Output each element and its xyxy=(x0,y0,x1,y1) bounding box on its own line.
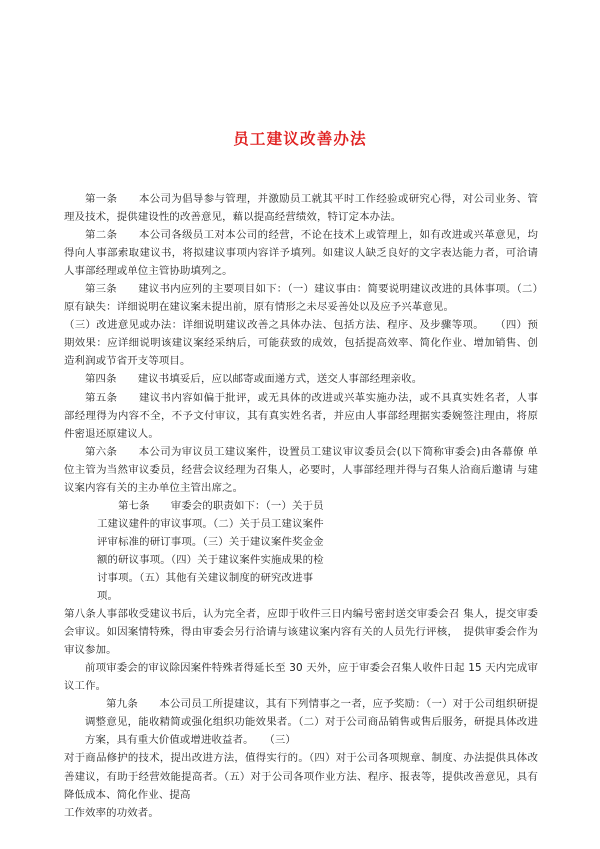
paragraph-article-8-second: 前项审委会的审议除因案件特殊者得延长至 30 天外，应于审委会召集人收件日起 15 天内完成审议工作。 xyxy=(64,662,538,693)
paragraph-article-5: 第五条 建议书内容如偏于批评，或无具体的改进或兴革实施办法，或不具真实姓名者，人事部经理得为内容不全，不予文付审议，其有真实姓名者，并应由人事部经理据实委婉签注理由，将原件密退还原建议人。 xyxy=(64,391,538,440)
paragraph-article-9-continued: 对于商品修护的技术，提出改进方法，值得实行的。（四）对于公司各项规章、制度、办法提供具体改善建议，有助于经营效能提高者。（五）对于公司各项作业方法、程序、报表等，提供改善意见，具有降低成本、简化作业、提高 xyxy=(64,752,538,801)
page-title: 员工建议改善办法 xyxy=(233,130,367,148)
paragraph-article-1: 第一条 本公司为倡导参与管理，并激励员工就其平时工作经验或研究心得，对公司业务、管理及技术，提供建设性的改善意见，藉以提高经营绩效，特订定本办法。 xyxy=(64,193,538,224)
paragraph-article-3-item3: （三）改进意见或办法：详细说明建议改善之具体办法、包括方法、程序、及步骤等项。 （四）预期效果：应详细说明该建议案经采纳后，可能获致的成效，包括提高效率、简化作业、增加销售、创造利润或节省开支等项目。 xyxy=(64,319,538,368)
paragraph-article-8: 第八条人事部收受建议书后，认为完全者，应即于收件三日内编号密封送交审委会召 集人，提交审委会审议。如因案情特殊，得由审委会另行洽请与该建议案内容有关的人员先行评核， 提供审委会作为审议参加。 xyxy=(64,608,538,657)
document-body xyxy=(64,190,538,822)
paragraph-article-3: 第三条 建议书内应列的主要项目如下：（一）建议事由：简要说明建议改进的具体事项。（二）原有缺失：详细说明在建议案未提出前，原有情形之未尽妥善处以及应予兴革意见。 xyxy=(64,283,538,314)
paragraph-article-9-end: 工作效率的功效者。 xyxy=(64,806,159,819)
paragraph-article-4: 第四条 建议书填妥后，应以邮寄或面递方式，送交人事部经理亲收。 xyxy=(85,373,423,386)
paragraph-article-6: 第六条 本公司为审议员工建议案件，设置员工建议审议委员会(以下简称审委会)由各幕僚 单位主管为当然审议委员，经营会议经理为召集人，必要时，人事部经理并得与召集人洽商后邀请 与建议案内容有关的主办单位主管出席之。 xyxy=(64,445,538,494)
paragraph-article-7: 第七条 审委会的职责如下：（一）关于员工建议建件的审议事项。（二）关于员工建议案件评审标准的研订事项。（三）关于建议案件奖金金额的研议事项。（四）关于建议案件实施成果的检讨事项。（五）其他有关建议制度的研究改进事项。 xyxy=(97,499,324,603)
paragraph-article-9: 第九条 本公司员工所提建议，其有下列情事之一者，应予奖励：（一）对于公司组织研提调整意见，能收精简或强化组织功能效果者。（二）对于公司商品销售或售后服务，研提具体改进方案，具有重大价值或增进收益者。 （三） xyxy=(85,698,538,747)
paragraph-article-2: 第二条 本公司各级员工对本公司的经营，不论在技术上或管理上，如有改进或兴革意见，均得向人事部索取建议书，将拟建议事项内容详予填列。如建议人缺乏良好的文字表达能力者，可洽请人事部经理或单位主管协助填列之。 xyxy=(64,229,538,278)
